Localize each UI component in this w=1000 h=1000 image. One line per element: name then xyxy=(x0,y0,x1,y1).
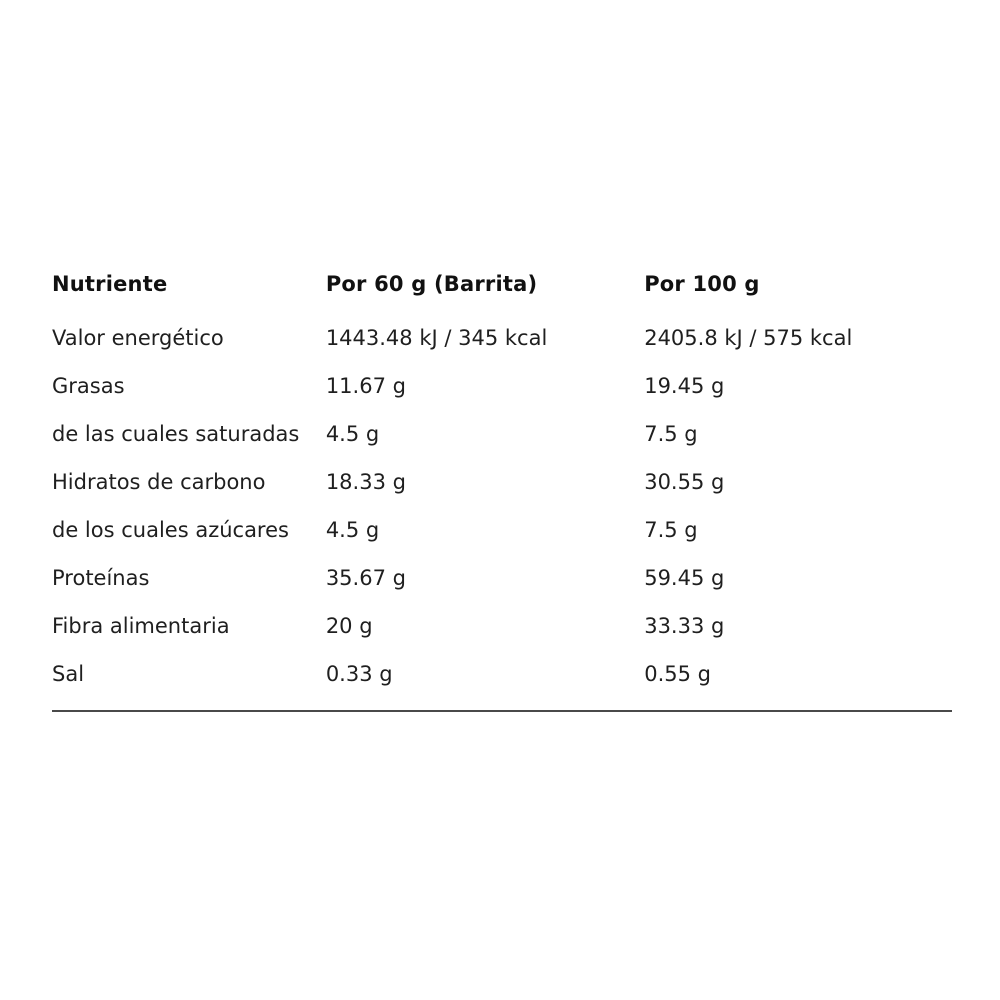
table-header xyxy=(52,272,952,314)
cell-nutrient-name: Fibra alimentaria xyxy=(52,614,230,638)
cell-per-100g: 30.55 g xyxy=(644,470,725,494)
column-header-nutrient: Nutriente xyxy=(52,272,168,296)
cell-per-serving: 35.67 g xyxy=(325,566,406,590)
cell-nutrient-name: Grasas xyxy=(52,374,125,398)
table-body xyxy=(52,314,952,698)
cell-per-serving: 4.5 g xyxy=(325,518,380,542)
cell-per-serving: 11.67 g xyxy=(325,374,406,398)
table-row xyxy=(52,506,952,554)
cell-per-100g: 7.5 g xyxy=(644,518,698,542)
cell-nutrient-name: Valor energético xyxy=(52,326,224,350)
table-row xyxy=(52,602,952,650)
cell-per-serving: 20 g xyxy=(325,614,373,638)
column-header-per-100g: Por 100 g xyxy=(644,272,760,296)
cell-per-100g: 2405.8 kJ / 575 kcal xyxy=(644,326,853,350)
cell-per-serving: 1443.48 kJ / 345 kcal xyxy=(325,326,548,350)
cell-per-serving: 18.33 g xyxy=(325,470,406,494)
cell-nutrient-name: Hidratos de carbono xyxy=(52,470,266,494)
cell-nutrient-name: Proteínas xyxy=(52,566,150,590)
table-row xyxy=(52,458,952,506)
cell-per-100g: 33.33 g xyxy=(644,614,725,638)
cell-per-serving: 4.5 g xyxy=(325,422,380,446)
cell-per-100g: 0.55 g xyxy=(644,662,711,686)
table-bottom-divider xyxy=(52,710,952,712)
table-header-row xyxy=(52,272,952,314)
table-row xyxy=(52,554,952,602)
cell-per-100g: 19.45 g xyxy=(644,374,725,398)
table-row xyxy=(52,650,952,698)
table-row xyxy=(52,314,952,362)
cell-per-serving: 0.33 g xyxy=(325,662,393,686)
cell-nutrient-name: de los cuales azúcares xyxy=(52,518,289,542)
cell-nutrient-name: Sal xyxy=(52,662,85,686)
table-row xyxy=(52,410,952,458)
nutrition-table xyxy=(52,272,952,698)
cell-per-100g: 59.45 g xyxy=(644,566,725,590)
table-row xyxy=(52,362,952,410)
cell-nutrient-name: de las cuales saturadas xyxy=(52,422,300,446)
column-header-serving: Por 60 g (Barrita) xyxy=(325,272,538,296)
cell-per-100g: 7.5 g xyxy=(644,422,698,446)
